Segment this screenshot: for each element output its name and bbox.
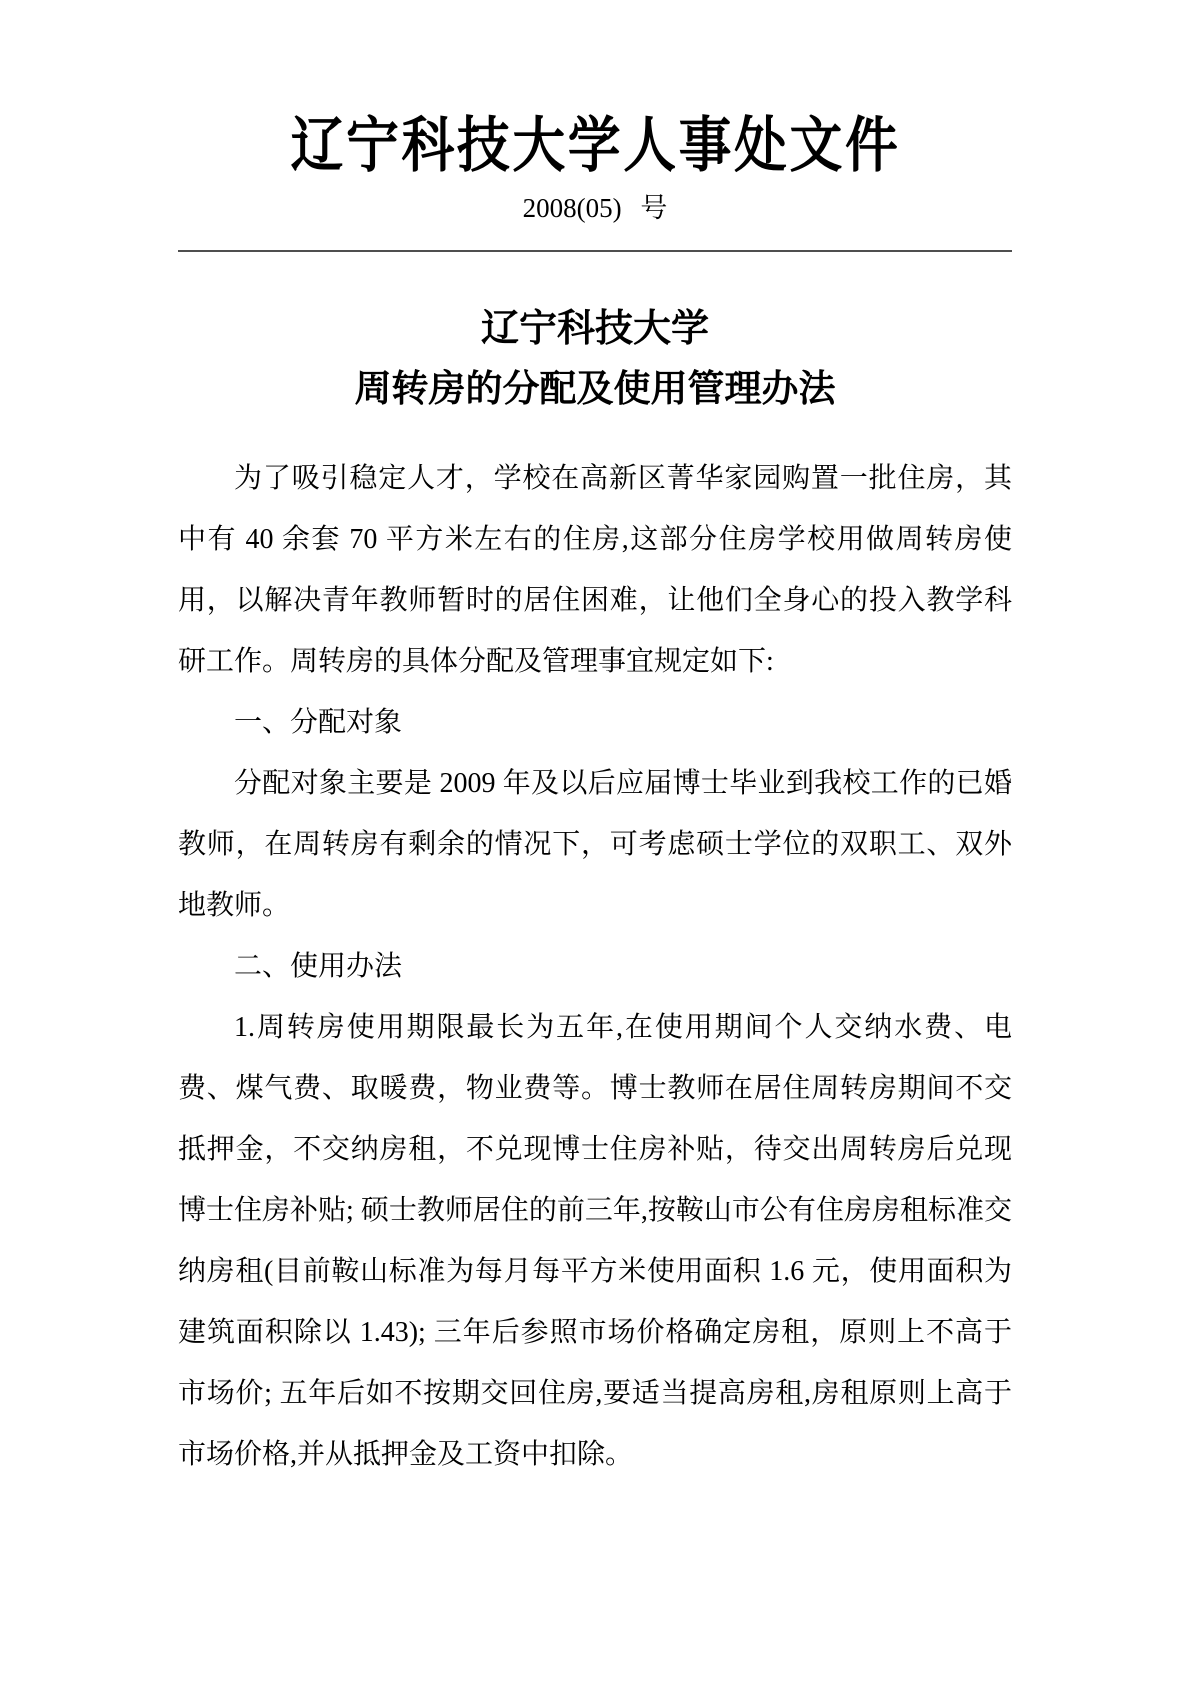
document-number: 2008(05) 号 xyxy=(522,193,668,223)
doc-title-line1: 辽宁科技大学 xyxy=(480,308,709,351)
doc-title-line2: 周转房的分配及使用管理办法 xyxy=(354,367,836,409)
paragraph-intro: 为了吸引稳定人才，学校在高新区菁华家园购置一批住房，其中有 40 余套 70 平方米左右的住房,这部分住房学校用做周转房使用，以解决青年教师暂时的居住困难，让他们全身心的投入教学科研工作。周转房的具体分配及管理事宜规定如下: xyxy=(178,462,1012,677)
paragraph-allocation-targets: 分配对象主要是 2009 年及以后应届博士毕业到我校工作的已婚教师，在周转房有剩余的情况下，可考虑硕士学位的双职工、双外地教师。 xyxy=(178,767,1012,921)
header-divider xyxy=(178,250,1012,252)
section-heading-allocation: 一、分配对象 xyxy=(234,706,403,738)
document-header xyxy=(0,0,1190,226)
document-body xyxy=(178,306,1012,1485)
section-heading-usage: 二、使用办法 xyxy=(234,950,403,982)
paragraph-usage-rules: 1.周转房使用期限最长为五年,在使用期间个人交纳水费、电费、煤气费、取暖费，物业费等。博士教师在居住周转房期间不交抵押金，不交纳房租，不兑现博士住房补贴，待交出周转房后兑现博士住房补贴; 硕士教师居住的前三年,按鞍山市公有住房房租标准交纳房租(目前鞍山标准为每月每平方米使用面积 1.6 元，使用面积为建筑面积除以 1.43); 三年后参照市场价格确定房租，原则上不高于市场价; 五年后如不按期交回住房,要适当提高房租,房租原则上高于市场价格,并从抵押金及工资中扣除。 xyxy=(178,1011,1012,1470)
issuing-org-title: 辽宁科技大学人事处文件 xyxy=(290,113,900,179)
